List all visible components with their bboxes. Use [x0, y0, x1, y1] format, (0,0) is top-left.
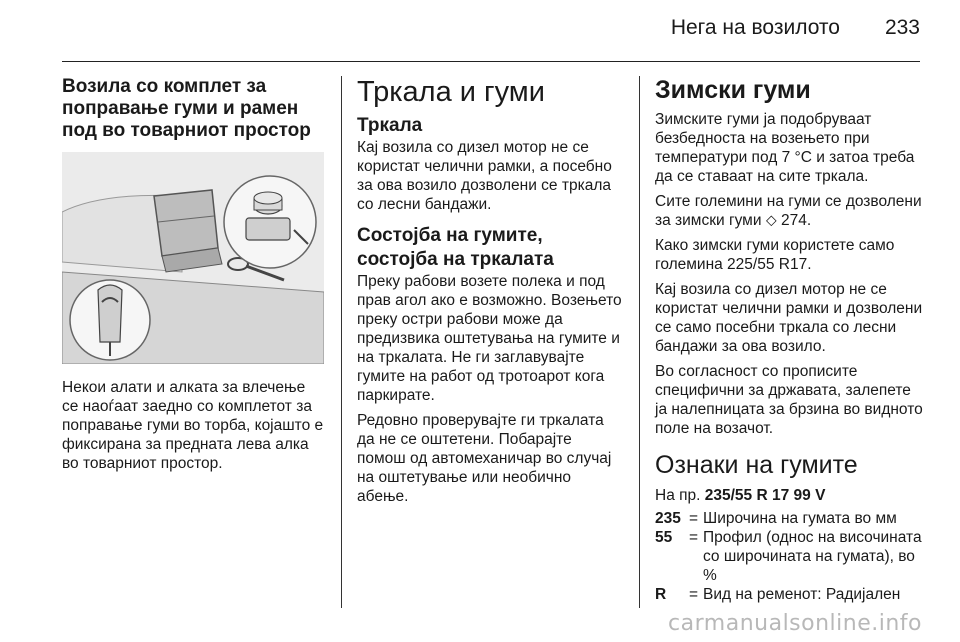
figure-caption: Некои алати и алката за влечење се наоѓаат заедно со комплетот за поправање гуми во торба, којашто е фиксирана за предната лева алка во товарниот простор. — [62, 379, 324, 472]
page-number: 233 — [884, 16, 920, 39]
paragraph-text: Сите големини на гуми се дозволени за зимски гуми — [655, 193, 922, 229]
definition-row — [655, 585, 925, 604]
paragraph: Кај возила со дизел мотор не се користат челични рамки, а посебно за ова возило дозволени се тркала со лесни бандажи. — [357, 139, 612, 213]
definition-equals: = — [689, 586, 699, 603]
paragraph: Зимските гуми ја подобруваат безбедноста на возењето при температури под 7 °C и затоа треба да се ставаат на сите тркала. — [655, 111, 915, 185]
example-prefix: На пр. — [655, 487, 701, 504]
definition-desc: Широчина на гумата во мм — [703, 510, 897, 527]
column-divider-right — [639, 76, 640, 608]
header-rule — [62, 61, 920, 62]
paragraph: Редовно проверувајте ги тркалата да не се оштетени. Побарајте помош од автомеханичар во случај на оштетување или необично абење. — [357, 412, 612, 505]
running-header: Нега на возилото — [670, 16, 840, 39]
section-heading: Возила со комплет за поправање гуми и рамен под во товарниот простор — [62, 76, 311, 141]
definition-equals: = — [689, 529, 699, 546]
subheading-wheels: Тркала — [357, 115, 423, 136]
chapter-title: Тркала и гуми — [357, 76, 545, 108]
watermark: carmanualsonline.info — [668, 611, 922, 636]
page-reference-icon: ⬦ — [765, 211, 777, 229]
definition-term: 235 — [655, 510, 681, 527]
definition-term: 55 — [655, 529, 673, 546]
definition-desc: Профил (однос на височината со широчината на гумата), во % — [703, 529, 922, 584]
column-3 — [655, 76, 925, 604]
page-reference-link[interactable]: 274. — [780, 212, 812, 229]
definition-term: R — [655, 586, 667, 603]
paragraph: Преку рабови возете полека и под прав агол ако е возможно. Возењето преку остри рабови може да предизвика оштетувања на гумите и на тркалата. Не ги заглавувајте гумите на работ од тротоарот кога паркирате. — [357, 273, 622, 404]
paragraph: Кај возила со дизел мотор не се користат челични рамки и дозволени се само посебни тркала со лесни бандажи за ова возило. — [655, 281, 923, 355]
paragraph — [655, 192, 925, 230]
section-title-winter: Зимски гуми — [655, 76, 811, 104]
definition-desc: Вид на ременот: Радијален — [703, 586, 901, 603]
trunk-tools-drawing — [62, 152, 324, 364]
paragraph: Во согласност со прописите специфични за државата, залепете ја налепницата за брзина во видното поле на возачот. — [655, 363, 923, 437]
section-title-markings: Ознаки на гумите — [655, 451, 858, 479]
column-2 — [357, 76, 623, 512]
trunk-illustration — [62, 152, 324, 364]
definition-list — [655, 509, 925, 604]
example-line — [655, 486, 925, 505]
column-1 — [62, 76, 324, 479]
definition-row — [655, 528, 925, 585]
paragraph: Како зимски гуми користете само големина 225/55 R17. — [655, 237, 895, 273]
definition-equals: = — [689, 510, 699, 527]
column-divider-left — [341, 76, 342, 608]
example-value: 235/55 R 17 99 V — [704, 487, 826, 504]
definition-row — [655, 509, 925, 528]
subheading-condition: Состојба на гумите, состојба на тркалата — [357, 225, 554, 270]
